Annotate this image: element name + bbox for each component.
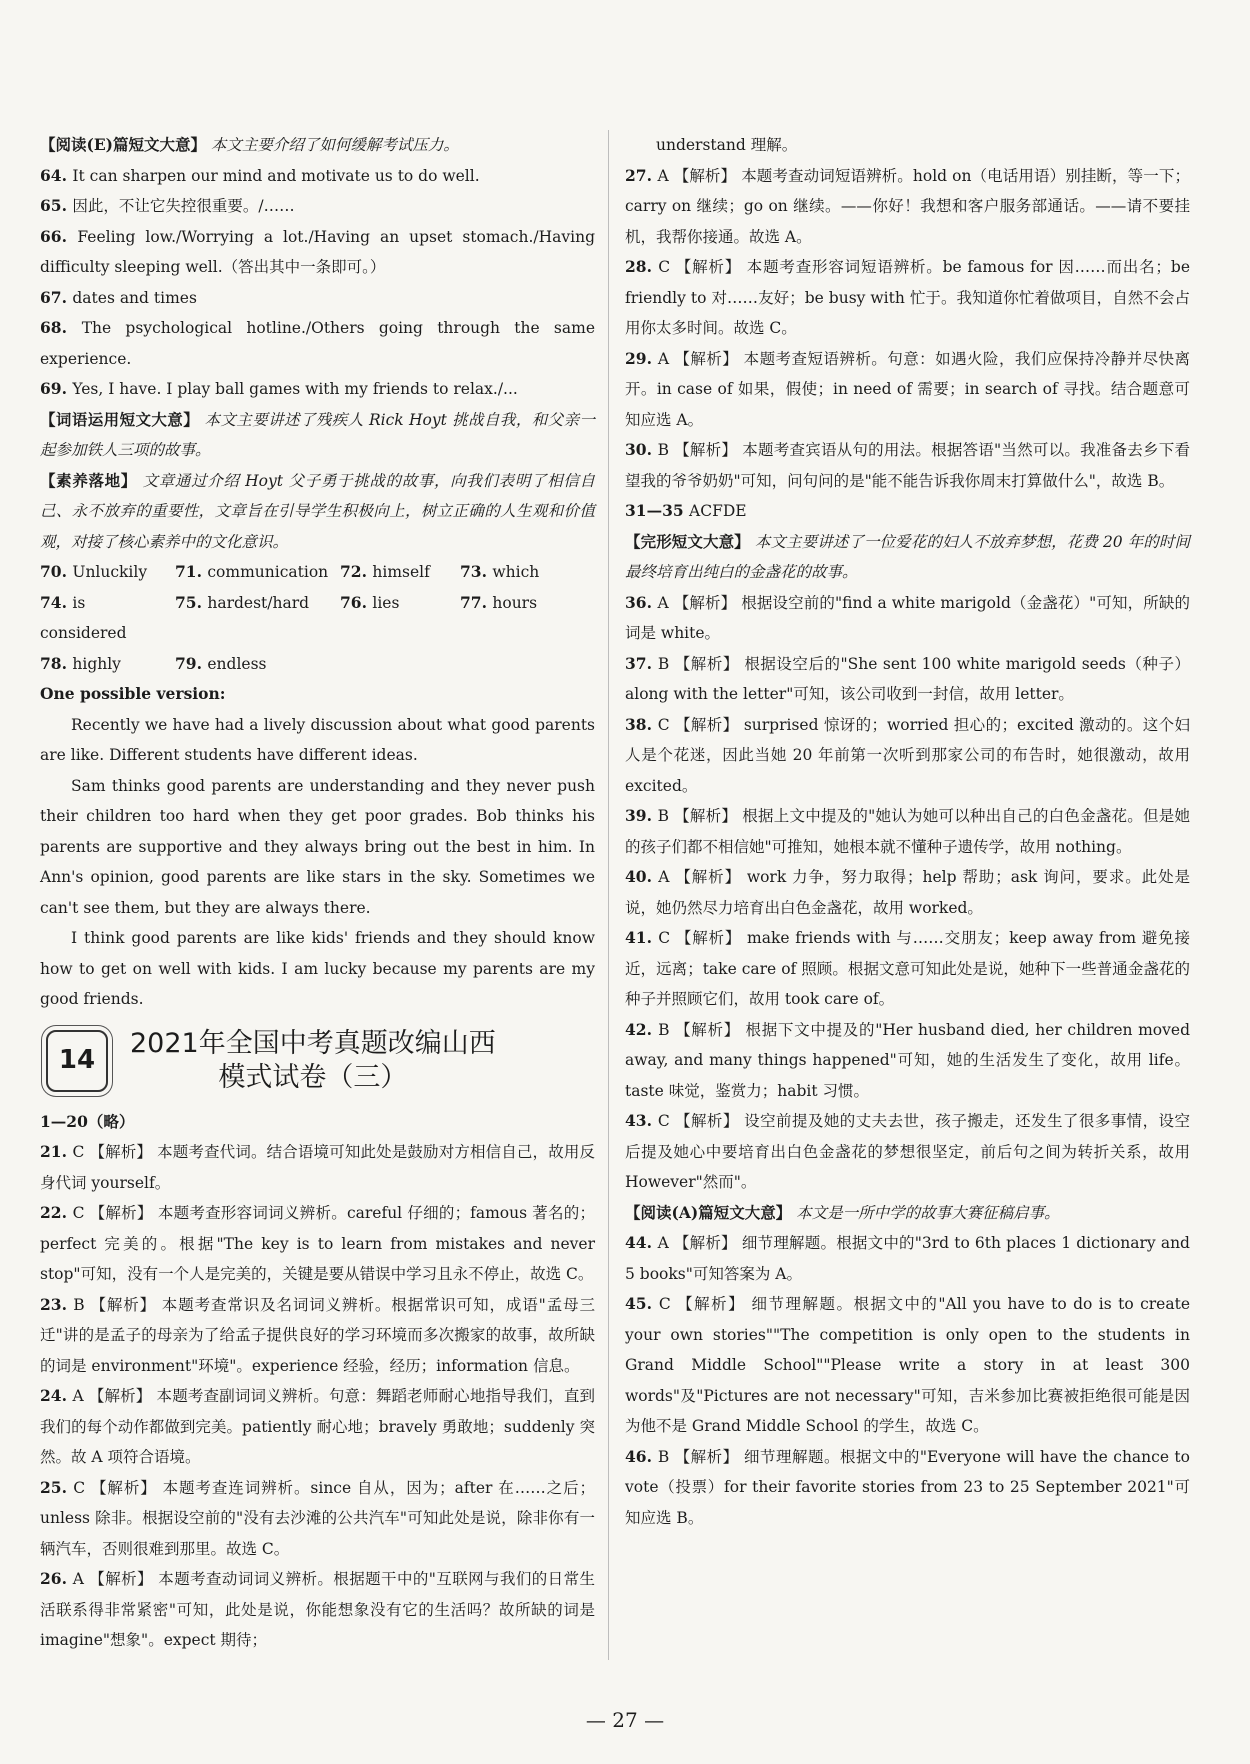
cloze-title: 【完形短文大意】 <box>625 531 750 551</box>
answer-item <box>625 862 1190 923</box>
left-column <box>40 130 595 1656</box>
answers-36-43 <box>625 588 1190 1198</box>
reading-e-summary <box>40 130 595 161</box>
answer-number: 36. <box>625 592 658 612</box>
vocab-answer: 74. is considered <box>40 592 127 642</box>
right-column <box>625 130 1190 1533</box>
answer-number: 30. <box>625 440 658 459</box>
answer-number: 40. <box>625 867 659 886</box>
cloze-summary <box>625 527 1190 588</box>
answer-number: 68. <box>40 318 82 337</box>
answer-number: 24. <box>40 1386 73 1405</box>
answer-text: B 【解析】 本题考查宾语从句的用法。根据答语"当然可以。我准备去乡下看望我的爷爷奶奶"可知，问句问的是"能不能告诉我你周末打算做什么"，故选 B。 <box>625 441 1190 490</box>
answer-text: C 【解析】 本题考查形容词词义辨析。careful 仔细的；famous 著名的；perfect 完美的。根据"The key is to learn from mistakes and never stop"可知，没有一个人是完美的，关键是要从错误中学习且永不停止，故选 C。 <box>40 1204 595 1283</box>
vocab-answer: 78. highly <box>40 653 121 673</box>
answer-text: Feeling low./Worrying a lot./Having an upset stomach./Having difficulty sleeping well.（答出其中一条即可。） <box>40 227 595 276</box>
reading-e-title: 【阅读(E)篇短文大意】 <box>40 135 206 154</box>
answer-item <box>40 1381 595 1473</box>
literacy-summary <box>40 466 595 558</box>
essay-paragraph: I think good parents are like kids' friends and they should know how to get on well with kids. I am lucky because my parents are my good friends. <box>40 929 595 1008</box>
answer-text: B 【解析】 根据设空后的"She sent 100 white marigold seeds（种子）along with the letter"可知，该公司收到一封信，故用 letter。 <box>625 654 1190 703</box>
answer-number: 46. <box>625 1446 658 1466</box>
answer-item <box>625 435 1190 496</box>
answer-item <box>40 1137 595 1198</box>
vocab-answer: 77. hours <box>460 592 538 612</box>
answer-number: 39. <box>625 806 658 825</box>
essay-paragraph: Sam thinks good parents are understanding and they never push their children too hard when they get poor grades. Bob thinks his parents are supportive and they always bring out the best in him. In Ann's opinion, good parents are like stars in the sky. Sometimes we can't see them, but they are always there. <box>40 776 595 917</box>
literacy-title: 【素养落地】 <box>40 470 137 490</box>
answer-text: A 【解析】 根据设空前的"find a white marigold（金盏花）"可知，所缺的词是 white。 <box>625 593 1190 642</box>
answer-item <box>625 1228 1190 1289</box>
answer-item <box>625 588 1190 649</box>
answer-number: 44. <box>625 1233 658 1252</box>
answer-number: 37. <box>625 653 658 673</box>
answer-item <box>625 1015 1190 1107</box>
answer-item <box>625 1289 1190 1442</box>
literacy-text: 文章通过介绍 Hoyt 父子勇于挑战的故事，向我们表明了相信自己、永不放弃的重要性，文章旨在引导学生积极向上，树立正确的人生观和价值观，对接了核心素养中的文化意识。 <box>40 471 595 551</box>
answer-number: 27. <box>625 165 658 185</box>
reading-a-title: 【阅读(A)篇短文大意】 <box>625 1202 792 1222</box>
answers-44-46 <box>625 1228 1190 1533</box>
answer-number: 67. <box>40 287 73 307</box>
exam-title-line-2: 模式试卷（三） <box>218 1061 408 1093</box>
answer-text: A 【解析】 本题考查副词词义辨析。句意：舞蹈老师耐心地指导我们，直到我们的每个动作都做到完美。patiently 耐心地；bravely 勇敢地；suddenly 突然。故 A 项符合语境。 <box>40 1387 595 1466</box>
reading-e-text: 本文主要介绍了如何缓解考试压力。 <box>210 136 459 154</box>
continued-text: understand 理解。 <box>656 136 798 154</box>
answer-item <box>40 1473 595 1565</box>
answer-number: 26. <box>40 1569 73 1588</box>
vocab-answer: 79. endless <box>175 653 267 673</box>
answer-text: A 【解析】 细节理解题。根据文中的"3rd to 6th places 1 dictionary and 5 books"可知答案为 A。 <box>625 1234 1190 1283</box>
vocab-answer: 76. lies <box>340 592 400 612</box>
answer-text: C 【解析】 本题考查代词。结合语境可知此处是鼓励对方相信自己，故用反身代词 yourself。 <box>40 1143 595 1192</box>
answer-text: The psychological hotline./Others going through the same experience. <box>40 319 595 368</box>
answers-64-69 <box>40 161 595 405</box>
answer-text: 因此，不让它失控很重要。/…… <box>72 197 295 215</box>
answer-text: B 【解析】 根据下文中提及的"Her husband died, her children moved away, and many things happened"可知，她的生活发生了变化，故用 life。taste 味觉，鉴赏力；habit 习惯。 <box>625 1020 1190 1100</box>
vocab-answer <box>340 649 460 680</box>
answer-number: 29. <box>625 348 658 368</box>
answer-text: C 【解析】 设空前提及她的丈夫去世，孩子搬走，还发生了很多事情，设空后提及她心中要培育出白色金盏花的梦想很坚定，前后句之间为转折关系，故用 However"然而"。 <box>625 1112 1190 1191</box>
answer-item <box>40 222 595 283</box>
answer-text: It can sharpen our mind and motivate us to do well. <box>72 166 480 185</box>
vocab-answer <box>460 649 595 680</box>
answer-item <box>625 710 1190 802</box>
vocab-answer: 72. himself <box>340 562 430 581</box>
vocab-answer: 71. communication <box>175 562 329 581</box>
answer-number: 28. <box>625 257 659 276</box>
answer-number: 64. <box>40 165 73 185</box>
page-number: — 27 — <box>585 1708 665 1732</box>
answer-number: 41. <box>625 928 659 947</box>
answer-text: A 【解析】 本题考查动词短语辨析。hold on（电话用语）别挂断，等一下；carry on 继续；go on 继续。——你好！我想和客户服务部通话。——请不要挂机，我帮你接通。故选 A。 <box>625 166 1190 246</box>
exam-number-badge: 14 <box>46 1030 108 1092</box>
vocab-answer: 75. hardest/hard <box>175 592 310 612</box>
answer-item <box>40 1198 595 1290</box>
answer-item <box>40 283 595 314</box>
answer-number: 23. <box>40 1294 74 1314</box>
answer-item <box>625 496 1190 527</box>
vocab-answers-grid <box>40 557 595 679</box>
answer-item <box>625 801 1190 862</box>
exam-title-line-1: 2021年全国中考真题改编山西 <box>130 1027 496 1059</box>
answer-text: B 【解析】 本题考查常识及名词词义辨析。根据常识可知，成语"孟母三迁"讲的是孟子的母亲为了给孟子提供良好的学习环境而多次搬家的故事，故所缺的词是 environment"环境"。experience 经验，经历；information 信息。 <box>40 1295 595 1375</box>
answer-text: B 【解析】 细节理解题。根据文中的"Everyone will have the chance to vote（投票）for their favorite stories from 23 to 25 September 2021"可知应选 B。 <box>625 1447 1190 1527</box>
cloze-text: 本文主要讲述了一位爱花的妇人不放弃梦想，花费 20 年的时间最终培育出纯白的金盏花的故事。 <box>625 532 1190 581</box>
answer-text: C 【解析】 surprised 惊讶的；worried 担心的；excited 激动的。这个妇人是个花迷，因此当她 20 年前第一次听到那家公司的布告时，她很激动，故用 excited。 <box>625 715 1190 795</box>
answer-number: 22. <box>40 1203 73 1222</box>
one-possible-version-label: One possible version: <box>40 684 226 703</box>
answer-number: 25. <box>40 1477 74 1497</box>
answer-item <box>625 344 1190 436</box>
answer-number: 45. <box>625 1294 659 1313</box>
essay-paragraph: Recently we have had a lively discussion about what good parents are like. Different students have different ideas. <box>40 715 595 764</box>
answer-item <box>40 1290 595 1382</box>
answer-text: ACFDE <box>689 502 747 520</box>
vocab-answer: 73. which <box>460 562 540 581</box>
answer-item <box>40 1564 595 1656</box>
answer-text: B 【解析】 根据上文中提及的"她认为她可以种出自己的白色金盏花。但是她的孩子们都不相信她"可推知，她根本就不懂种子遗传学，故用 nothing。 <box>625 807 1190 856</box>
answer-number: 43. <box>625 1111 658 1130</box>
answer-item <box>40 313 595 374</box>
column-divider <box>608 130 609 1660</box>
answer-item <box>625 649 1190 710</box>
answers-27-35 <box>625 161 1190 527</box>
answer-number: 42. <box>625 1019 659 1039</box>
answer-item <box>625 1106 1190 1198</box>
answer-item <box>625 161 1190 253</box>
answer-text: A 【解析】 本题考查短语辨析。句意：如遇火险，我们应保持冷静并尽快离开。in case of 如果，假使；in need of 需要；in search of 寻找。结合题意可知应选 A。 <box>625 349 1190 429</box>
sample-essay <box>40 710 595 1015</box>
answer-number: 38. <box>625 714 658 734</box>
reading-a-summary <box>625 1198 1190 1229</box>
skipped-questions: 1—20（略） <box>40 1111 135 1131</box>
answer-item <box>40 374 595 405</box>
vocab-answer: 70. Unluckily <box>40 562 148 581</box>
answer-text: C 【解析】 本题考查连词辨析。since 自从，因为；after 在……之后；unless 除非。根据设空前的"没有去沙滩的公共汽车"可知此处是说，除非你有一辆汽车，否则很难到那里。故选 C。 <box>40 1478 595 1558</box>
answer-number: 31—35 <box>625 501 690 520</box>
answer-text: A 【解析】 work 力争，努力取得；help 帮助；ask 询问，要求。此处是说，她仍然尽力培育出白色金盏花，故用 worked。 <box>625 868 1190 917</box>
answers-21-26 <box>40 1137 595 1656</box>
vocab-title: 【词语运用短文大意】 <box>40 409 200 429</box>
exam-header <box>46 1021 595 1101</box>
vocab-summary <box>40 405 595 466</box>
answer-item <box>40 161 595 192</box>
reading-a-text: 本文是一所中学的故事大赛征稿启事。 <box>796 1203 1060 1222</box>
answer-item <box>40 191 595 222</box>
answer-text: C 【解析】 make friends with 与……交朋友；keep away from 避免接近，远离；take care of 照顾。根据文意可知此处是说，她种下一些普通金盏花的种子并照顾它们，故用 took care of。 <box>625 929 1190 1008</box>
answer-text: C 【解析】 本题考查形容词短语辨析。be famous for 因……而出名；be friendly to 对……友好；be busy with 忙于。我知道你忙着做项目，自然不会占用你太多时间。故选 C。 <box>625 258 1190 337</box>
answer-text: Yes, I have. I play ball games with my friends to relax./... <box>72 380 518 398</box>
answer-item <box>625 252 1190 344</box>
answer-text: C 【解析】 细节理解题。根据文中的"All you have to do is to create your own stories""The competition is only open to the students in Grand Middle School""Please write a story in at least 300 words"及"Pictures are not necessary"可知，吉米参加比赛被拒绝很可能是因为他不是 Grand Middle School 的学生，故选 C。 <box>625 1295 1190 1435</box>
exam-title-block <box>130 1027 496 1095</box>
answer-number: 69. <box>40 379 73 398</box>
answer-number: 21. <box>40 1142 73 1161</box>
answer-item <box>625 923 1190 1015</box>
answer-number: 66. <box>40 226 78 246</box>
answer-item <box>625 1442 1190 1534</box>
answer-text: A 【解析】 本题考查动词词义辨析。根据题干中的"互联网与我们的日常生活联系得非常紧密"可知，此处是说，你能想象没有它的生活吗？故所缺的词是 imagine"想象"。expect 期待； <box>40 1570 595 1649</box>
answer-text: dates and times <box>72 288 197 307</box>
answer-number: 65. <box>40 196 73 215</box>
vocab-text: 本文主要讲述了残疾人 Rick Hoyt 挑战自我，和父亲一起参加铁人三项的故事。 <box>40 410 595 459</box>
